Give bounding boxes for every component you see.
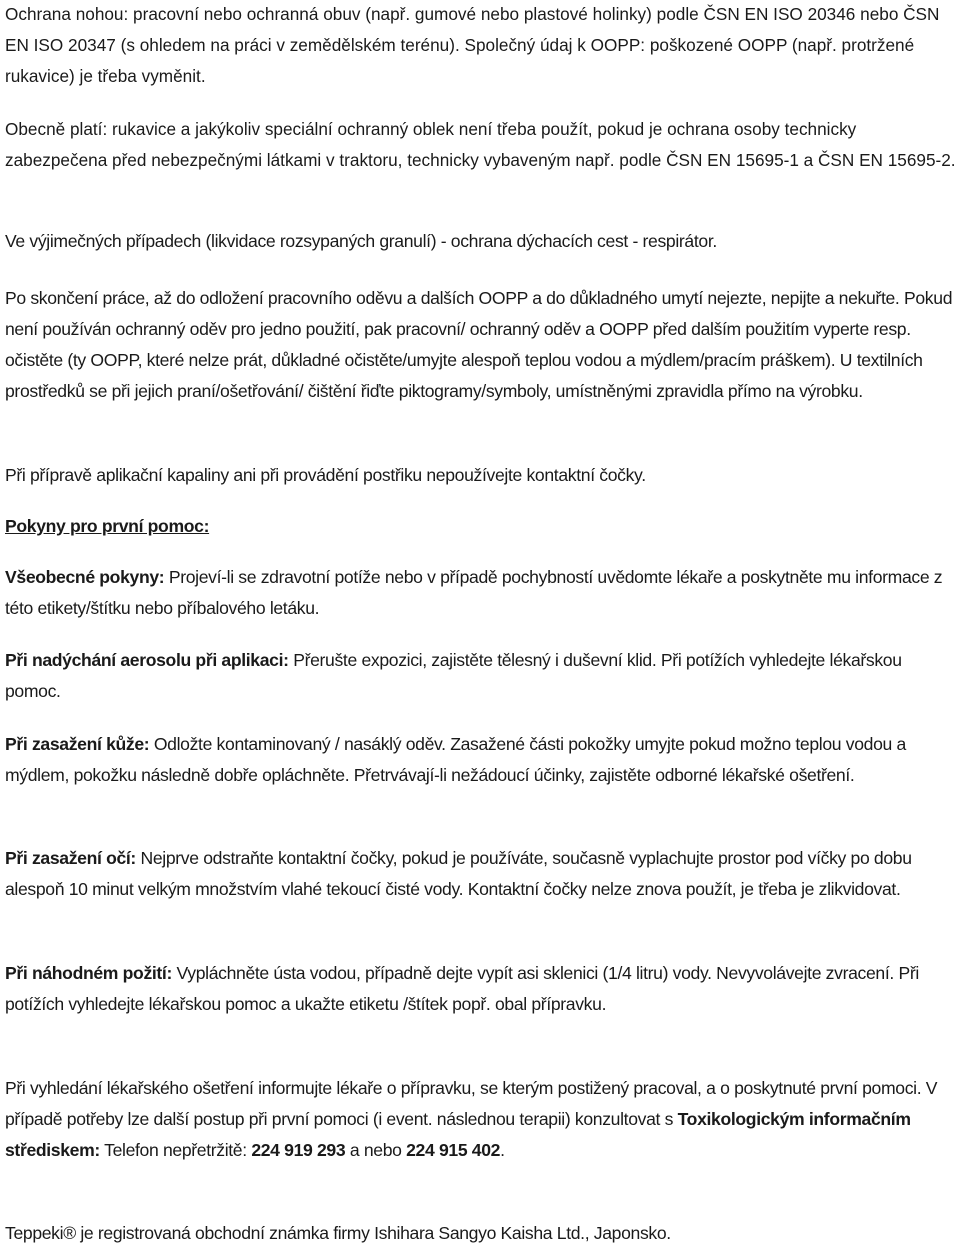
final-text-4: . (500, 1140, 505, 1160)
trademark-note: Teppeki® je registrovaná obchodní známka firmy Ishihara Sangyo Kaisha Ltd., Japonsko. (5, 1223, 671, 1243)
final-text-1: Při vyhledání lékařského ošetření informujte lékaře o přípravku, se kterým postižený pracoval, a o poskytnuté první pomoci. V případě potřeby lze další postup při první pomoci (i event. následnou terapii) konzultovat s (5, 1078, 938, 1129)
paragraph-contact-lenses: Při přípravě aplikační kapaliny ani při provádění postřiku nepoužívejte kontaktní čočky. (5, 465, 646, 485)
section-label: Při zasažení kůže: (5, 734, 150, 754)
section-text: Nejprve odstraňte kontaktní čočky, pokud je používáte, současně vyplachujte prostor pod víčky po dobu alespoň 10 minut velkým množstvím vlahé tekoucí čisté vody. Kontaktní čočky nelze znova použít, je třeba je zlikvidovat. (5, 848, 912, 899)
section-text: Projeví-li se zdravotní potíže nebo v případě pochybností uvědomte lékaře a poskytněte mu informace z této etikety/štítku nebo příbalového letáku. (5, 567, 943, 618)
section-label: Při náhodném požití: (5, 963, 172, 983)
paragraph-foot-protection: Ochrana nohou: pracovní nebo ochranná obuv (např. gumové nebo plastové holinky) podle ČSN EN ISO 20346 nebo ČSN EN ISO 20347 (s ohledem na práci v zemědělském terénu). Společný údaj k OOPP: poškozené OOPP (např. protržené rukavice) je třeba vyměnit. (5, 4, 940, 86)
section-inhalation (5, 645, 957, 707)
section-label: Při zasažení očí: (5, 848, 136, 868)
section-text: Přerušte expozici, zajistěte tělesný i duševní klid. Při potížích vyhledejte lékařskou pomoc. (5, 650, 902, 701)
paragraph-toxicology-center (5, 1073, 957, 1166)
section-ingestion (5, 958, 957, 1020)
toxicology-center-name: Toxikologickým informačním střediskem: (5, 1109, 911, 1160)
phone-number-2: 224 915 402 (406, 1140, 501, 1160)
final-text-2: Telefon nepřetržitě: (99, 1140, 252, 1160)
final-text-3: a nebo (345, 1140, 407, 1160)
section-label: Při nadýchání aerosolu při aplikaci: (5, 650, 289, 670)
section-label: Všeobecné pokyny: (5, 567, 165, 587)
phone-number-1: 224 919 293 (251, 1140, 346, 1160)
paragraph-general-rule: Obecně platí: rukavice a jakýkoliv speciální ochranný oblek není třeba použít, pokud je ochrana osoby technicky zabezpečena před nebezpečnými látkami v traktoru, technicky vybaveným např. podle ČSN EN 15695-1 a ČSN EN 15695-2. (5, 119, 956, 170)
section-eye-contact (5, 843, 957, 905)
section-text: Vypláchněte ústa vodou, případně dejte vypít asi sklenici (1/4 litru) vody. Nevyvolávejte zvracení. Při potížích vyhledejte lékařskou pomoc a ukažte etiketu /štítek popř. obal přípravku. (5, 963, 919, 1014)
first-aid-heading: Pokyny pro první pomoc: (5, 516, 210, 536)
section-text: Odložte kontaminovaný / nasáklý oděv. Zasažené části pokožky umyjte pokud možno teplou vodou a mýdlem, pokožku následně dobře opláchněte. Přetrvávají-li nežádoucí účinky, zajistěte odborné lékařské ošetření. (5, 734, 906, 785)
section-skin-contact (5, 729, 957, 791)
paragraph-after-work: Po skončení práce, až do odložení pracovního oděvu a dalších OOPP a do důkladného umytí nejezte, nepijte a nekuřte. Pokud není používán ochranný oděv pro jedno použití, pak pracovní/ ochranný oděv a OOPP před dalším použitím vyperte resp. očistěte (ty OOPP, které nelze prát, důkladné očistěte/umyjte alespoň teplou vodou a mýdlem/pracím práškem). U textilních prostředků se při jejich praní/ošetřování/ čištění řiďte piktogramy/symboly, umístněnými zpravidla přímo na výrobku. (5, 288, 953, 401)
section-general-instructions (5, 562, 957, 624)
paragraph-exceptional-cases: Ve výjimečných případech (likvidace rozsypaných granulí) - ochrana dýchacích cest - respirátor. (5, 231, 717, 251)
